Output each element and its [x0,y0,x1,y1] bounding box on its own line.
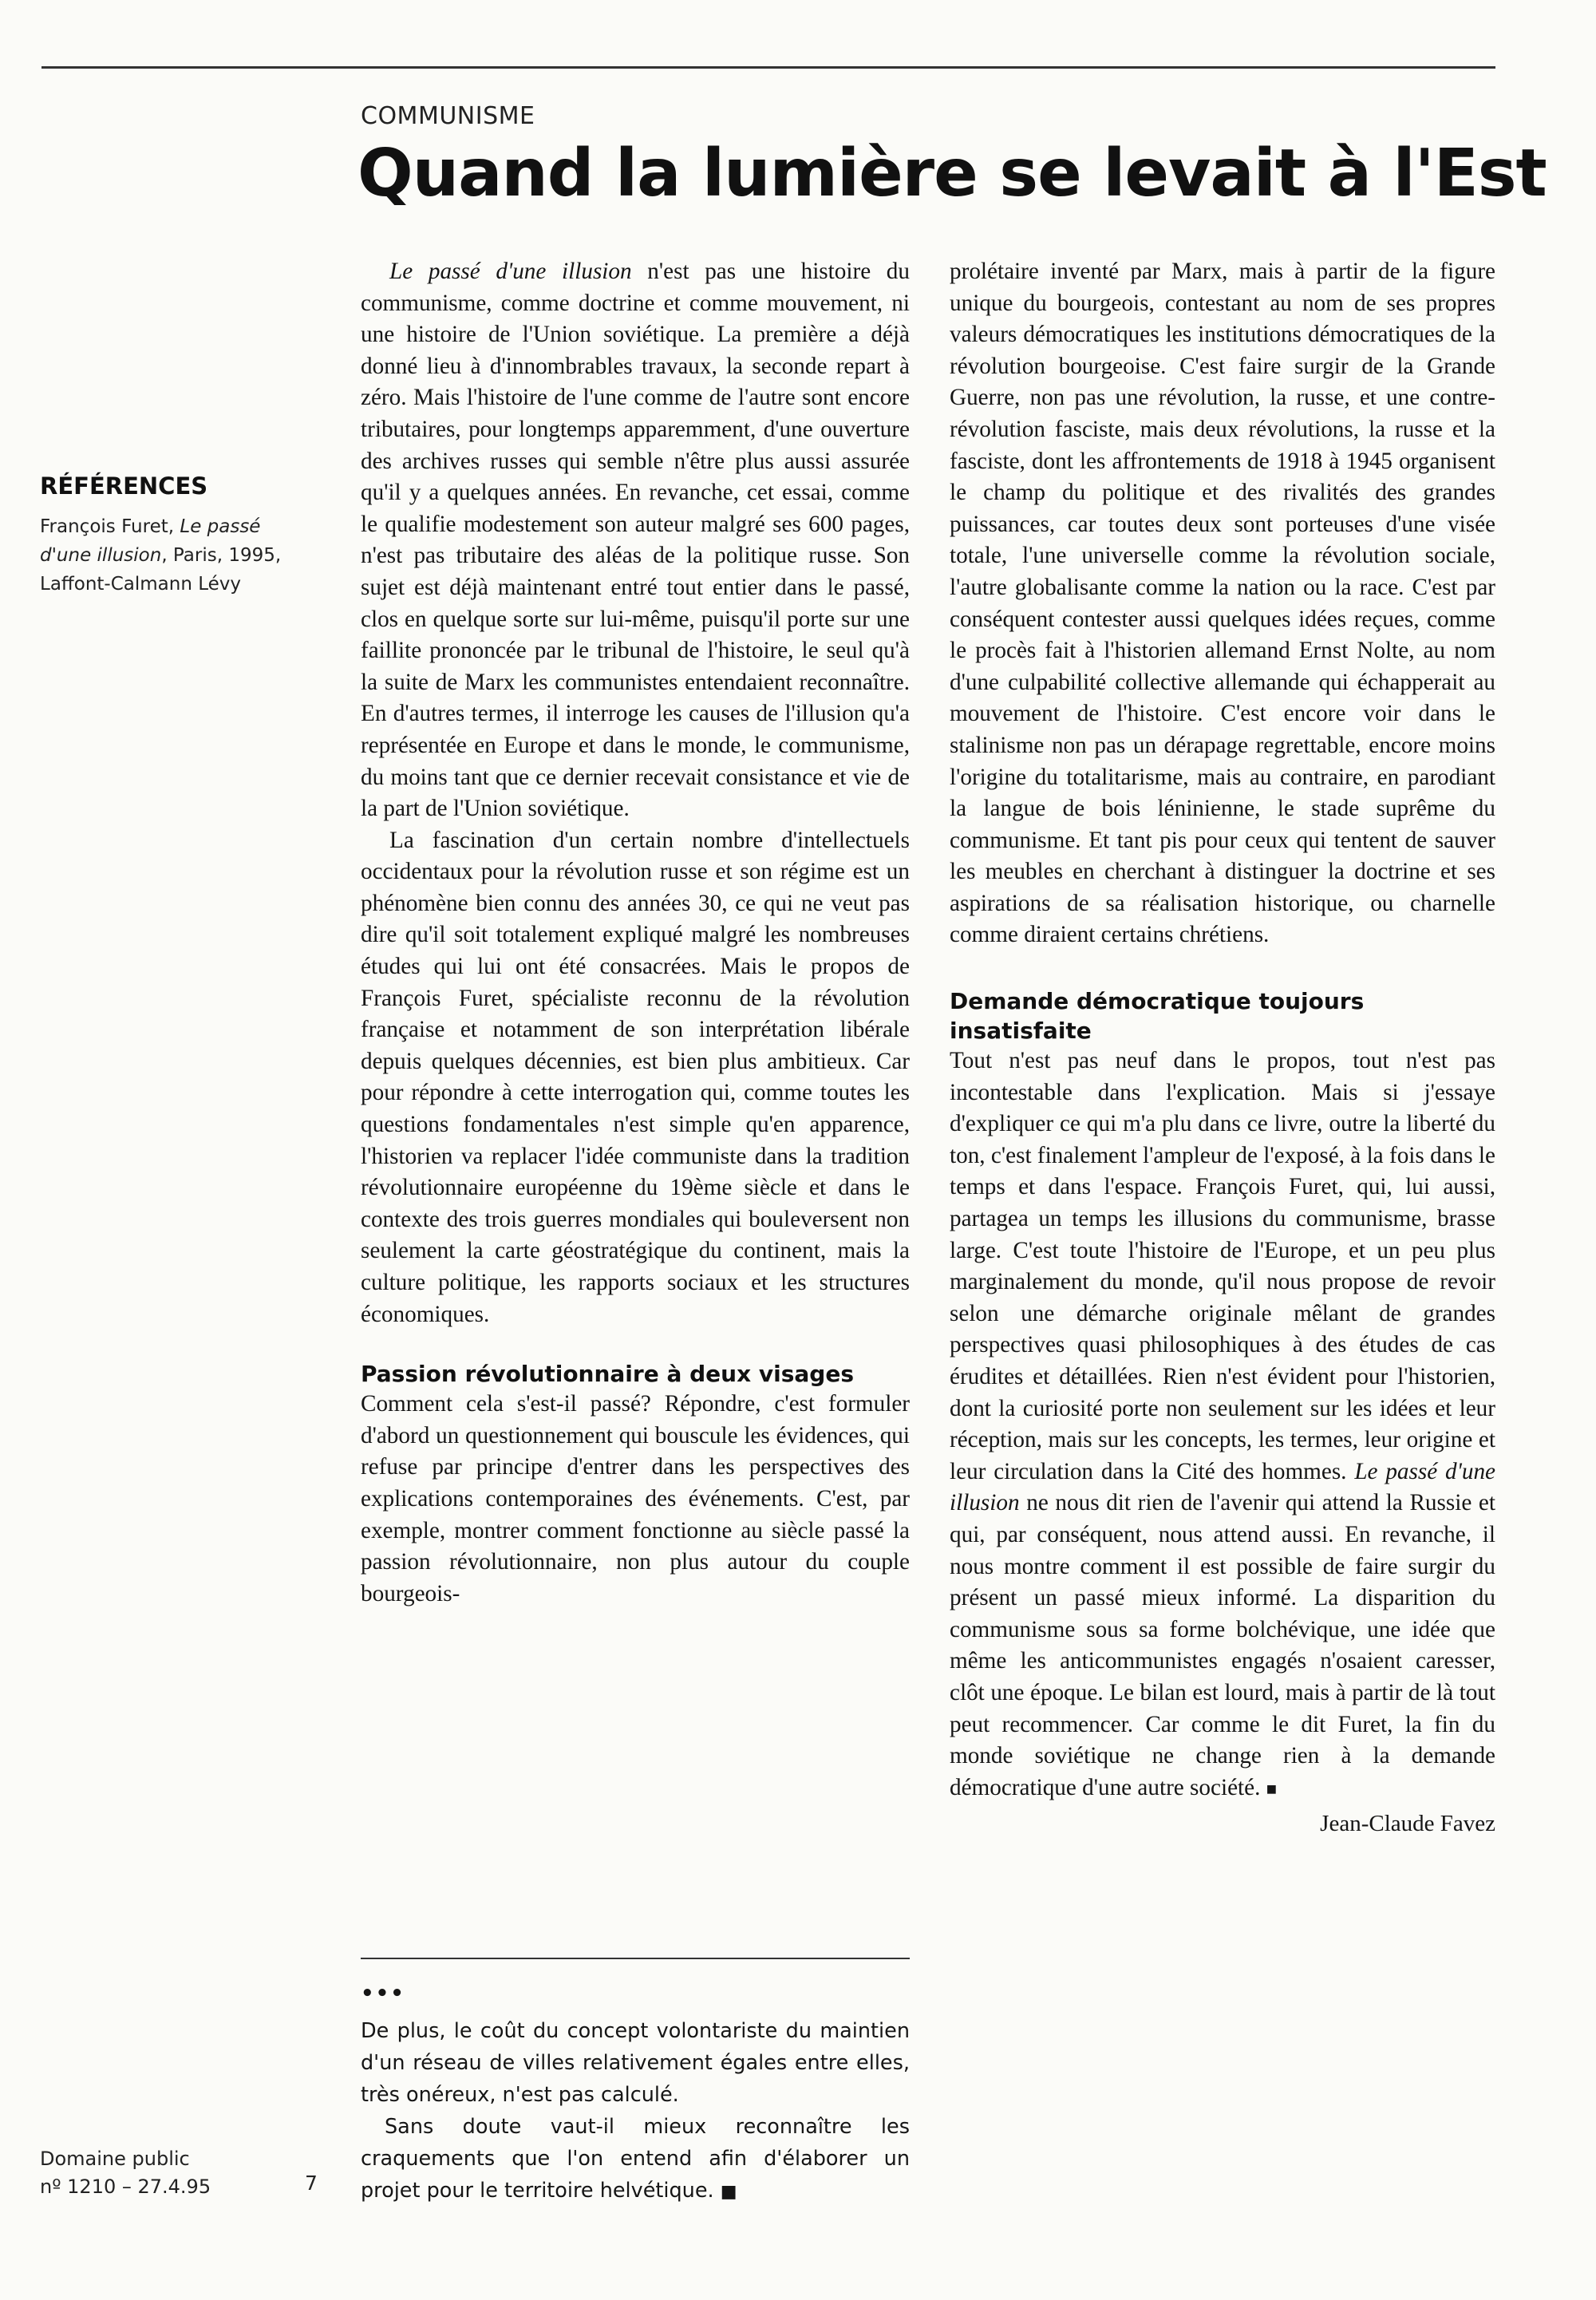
paragraph-fascination: La fascination d'un certain nombre d'intellectuels occidentaux pour la révolution russe et son régime est un phénomène bien connu des années 30, ce qui ne veut pas dire qu'il soit totalement expliqué malgré les nombreuses études qui lui ont été consacrées. Mais le propos de François Furet, spécialiste reconnu de la révolution française et notamment de son interprétation libérale depuis quelques décennies, est bien plus ambitieux. Car pour répondre à cette interrogation qui, comme toutes les questions fondamentales n'est simple qu'en apparence, l'historien va replacer l'idée communiste dans la tradition révolutionnaire européenne du 19ème siècle et dans le contexte des trois guerres mondiales qui bouleversent non seulement la carte géostratégique du continent, mais la culture politique, les rapports sociaux et les structures économiques. [361,827,910,1327]
author-byline: Jean-Claude Favez [1320,1811,1495,1837]
paragraph-intro [361,256,910,825]
references-heading: RÉFÉRENCES [40,472,208,500]
issue-number: nº 1210 – 27.4.95 [40,2176,211,2198]
references-sidebar [40,472,311,599]
continuation-rule [361,1958,910,1959]
end-mark-icon: ■ [1266,1778,1277,1799]
paragraph-proletaire: prolétaire inventé par Marx, mais à partir de la figure unique du bourgeois, contestant au nom de ses propres valeurs démocratiques les institutions démocratiques de la révolution bourgeoise. C'est faire surgir de la Grande Guerre, non pas une révolution, la russe, et une contre-révolution fasciste, mais deux révolutions, la russe et la fasciste, dont les affrontements de 1918 à 1945 organisent le champ du politique et des rivalités des grandes puissances, car toutes deux sont porteuses d'une visée totale, l'une universelle comme la révolution sociale, l'autre globalisante comme la nation ou la race. C'est par conséquent contester aussi quelques idées reçues, comme le procès fait à l'historien allemand Ernst Nolte, au nom d'une culpabilité collective allemande qui échapperait au mouvement de l'histoire. C'est encore voir dans le stalinisme non pas un dérapage regrettable, encore moins l'origine du totalitarisme, mais au contraire, en parodiant la langue de bois léninienne, le stade suprême du communisme. Et tant pis pour ceux qui tentent de sauver les meubles en cherchant à distinguer la doctrine et ses aspirations de sa réalisation historique, ou charnelle comme diraient certains chrétiens. [950,259,1495,948]
book-title-inline: Le passé d'une illusion [950,1458,1495,1516]
continuation-marker: ••• [361,1982,405,2006]
paragraph-conclusion [950,1045,1495,1804]
reference-book-title: Le passé d'une illusion [40,516,261,566]
paragraph-intro-text: n'est pas une histoire du communisme, comme doctrine et comme mouvement, ni une histoire de l'Union soviétique. La première a déjà donné lieu à d'innombrables travaux, la seconde repart à zéro. Mais l'histoire de l'une comme de l'autre sont encore tributaires, pour longtemps apparemment, d'une ouverture des archives russes qui semble n'être plus aussi assurée qu'il y a quelques années. En revanche, cet essai, comme le qualifie modestement son auteur malgré ses 600 pages, n'est pas tributaire des aléas de la politique russe. Son sujet est déjà maintenant entré tout entier dans le passé, clos en quelque sorte sur lui-même, puisqu'il porte sur une faillite prononcée par le tribunal de l'histoire, le seul qu'à la suite de Marx les communistes entendaient reconnaître. En d'autres termes, il interroge les causes de l'illusion qu'a représentée en Europe et dans le monde, le communisme, du moins tant que ce dernier recevait consistance et vie de la part de l'Union soviétique. [361,259,910,822]
paragraph-conclusion-text-b: ne nous dit rien de l'avenir qui attend la Russie et qui, par conséquent, nous attend aussi. En revanche, il nous montre comment il est possible de faire surgir du présent un passé mieux informé. La disparition du communisme sous sa forme bolchévique, une idée que même les anticommunistes engagés n'osaient caresser, clôt une époque. Le bilan est lourd, mais à partir de là tout peut recommencer. Car comme le dit Furet, la fin du monde soviétique ne change rien à la demande démocratique d'une autre société. [950,1490,1495,1800]
page-number: 7 [305,2172,318,2195]
continuation-paragraph-2 [361,2111,910,2208]
paragraph-question: Comment cela s'est-il passé? Répondre, c'est formuler d'abord un questionnement qui bouscule les évidences, qui refuse par principe d'entrer dans les perspectives des explications contemporaines des événements. C'est, par exemple, montrer comment fonctionne au siècle passé la passion révolutionnaire, non plus autour du couple bourgeois- [361,1391,910,1606]
top-rule [41,66,1495,69]
paragraph-conclusion-text-a: Tout n'est pas neuf dans le propos, tout n'est pas incontestable dans l'explication. Mais si j'essaye d'expliquer ce qui m'a plu dans ce livre, outre la liberté du ton, c'est finalement l'ampleur de l'exposé, à la fois dans le temps et dans l'espace. François Furet, qui, lui aussi, partagea un temps les illusions du communisme, brasse large. C'est toute l'histoire de l'Europe, et un peu plus marginalement du monde, qu'il nous propose de revoir selon une démarche originale mêlant de grandes perspectives quasi philosophiques à des études de cas érudites et détaillées. Rien n'est évident pour l'historien, dont la curiosité porte non seulement sur les idées et leur réception, mais sur les concepts, les termes, leur origine et leur circulation dans la Cité des hommes. [950,1048,1495,1484]
continuation-paragraph-2-text: Sans doute vaut-il mieux reconnaître les craquements que l'on entend afin d'élaborer un projet pour le territoire helvétique. [361,2115,910,2203]
reference-entry [40,512,311,599]
publication-footer [40,2145,279,2201]
subheading-passion: Passion révolutionnaire à deux visages [361,1361,854,1388]
subheading-demande: Demande démocratique toujours insatisfaite [950,988,1365,1045]
article-title: Quand la lumière se levait à l'Est [358,136,1547,211]
section-label: COMMUNISME [361,102,535,130]
continuation-block [361,1958,910,2208]
publication-name: Domaine public [40,2148,190,2170]
reference-author: François Furet, [40,516,180,537]
continuation-paragraph-1: De plus, le coût du concept volontariste du maintien d'un réseau de villes relativement égales entre elles, très onéreux, n'est pas calculé. [361,2019,910,2107]
article-column-2 [950,256,1495,1840]
article-column-1 [361,256,910,1610]
book-title-inline: Le passé d'une illusion [389,259,632,284]
reference-publisher: , Paris, 1995, Laffont-Calmann Lévy [40,545,282,595]
end-mark-icon: ■ [720,2182,737,2202]
